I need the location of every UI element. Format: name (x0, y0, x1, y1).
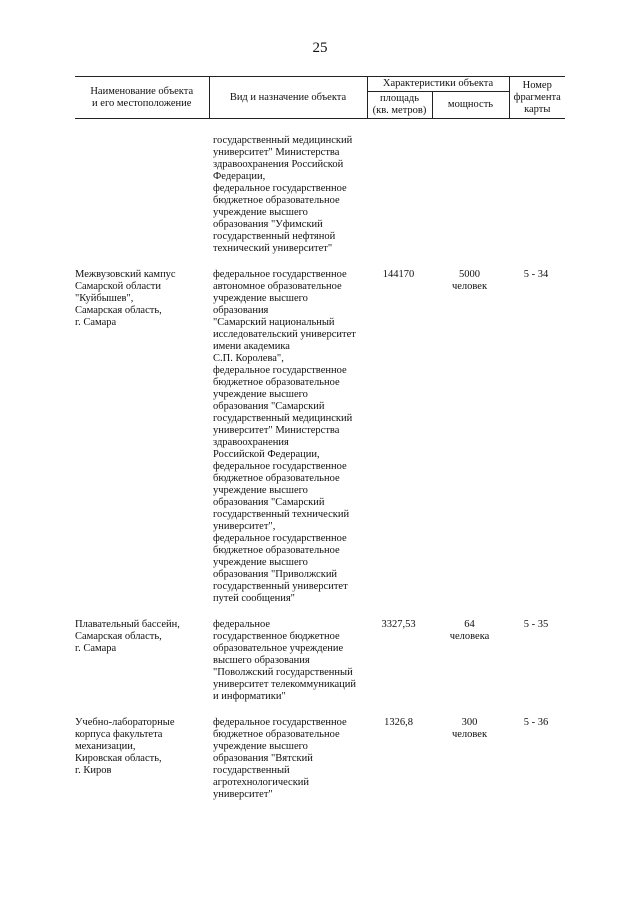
objects-table (75, 76, 565, 801)
row-name: Межвузовский кампус Самарской области "Куйбышев", Самарская область, г. Самара (75, 269, 176, 328)
row-area: 3327,53 (381, 619, 416, 630)
row-fragment: 5 - 34 (523, 269, 549, 280)
row-capacity: 300 человек (451, 717, 488, 740)
row-area: 1326,8 (384, 717, 413, 728)
row-name: Учебно-лабораторные корпуса факультета механизации, Кировская область, г. Киров (75, 717, 175, 776)
row-fragment: 5 - 35 (523, 619, 549, 630)
row-kind: федеральное государственное автономное образовательное учреждение высшего образования "Самарский национальный исследовательский университет имени академика С.П. Королева", федеральное государственное бюджетное образовательное учреждение высшего образования "Самарский государственный медицинский университет" Министерства здравоохранения Российской Федерации, федеральное государственное бюджетное образовательное учреждение высшего образования "Самарский государственный технический университет", федеральное государственное бюджетное образовательное учреждение высшего образования "Приволжский государственный университет путей сообщения" (213, 269, 356, 604)
header-kind: Вид и назначение объекта (209, 77, 367, 119)
header-capacity: мощность (432, 92, 509, 119)
page-number: 25 (312, 40, 328, 56)
table-body (75, 119, 565, 802)
row-area (367, 135, 432, 255)
header-characteristics: Характеристики объекта (367, 77, 509, 92)
row-name: Плавательный бассейн, Самарская область, г. Самара (75, 619, 180, 654)
row-kind: федеральное государственное бюджетное образовательное учреждение высшего образования "Поволжский государственный университет телекоммуникаций и информатики" (213, 619, 357, 702)
table-row (75, 619, 565, 703)
row-name (75, 135, 209, 255)
header-area: площадь (кв. метров) (367, 92, 432, 119)
row-area: 144170 (382, 269, 415, 280)
row-fragment (509, 135, 565, 255)
row-capacity (432, 135, 509, 255)
table-row (75, 269, 565, 605)
row-kind: государственный медицинский университет" Министерства здравоохранения Российской Федерации, федеральное государственное бюджетное образовательное учреждение высшего образования "Уфимский государственный нефтяной технический университет" (213, 135, 353, 254)
table-row (75, 717, 565, 801)
header-fragment: Номер фрагмента карты (509, 77, 565, 119)
row-capacity: 5000 человек (451, 269, 488, 292)
row-capacity: 64 человека (449, 619, 490, 642)
header-name: Наименование объекта и его местоположение (75, 77, 209, 119)
row-kind: федеральное государственное бюджетное образовательное учреждение высшего образования "Вятский государственный агротехнологический университет" (213, 717, 347, 800)
row-fragment: 5 - 36 (523, 717, 549, 728)
table-row (75, 135, 565, 255)
table-header (75, 77, 565, 119)
